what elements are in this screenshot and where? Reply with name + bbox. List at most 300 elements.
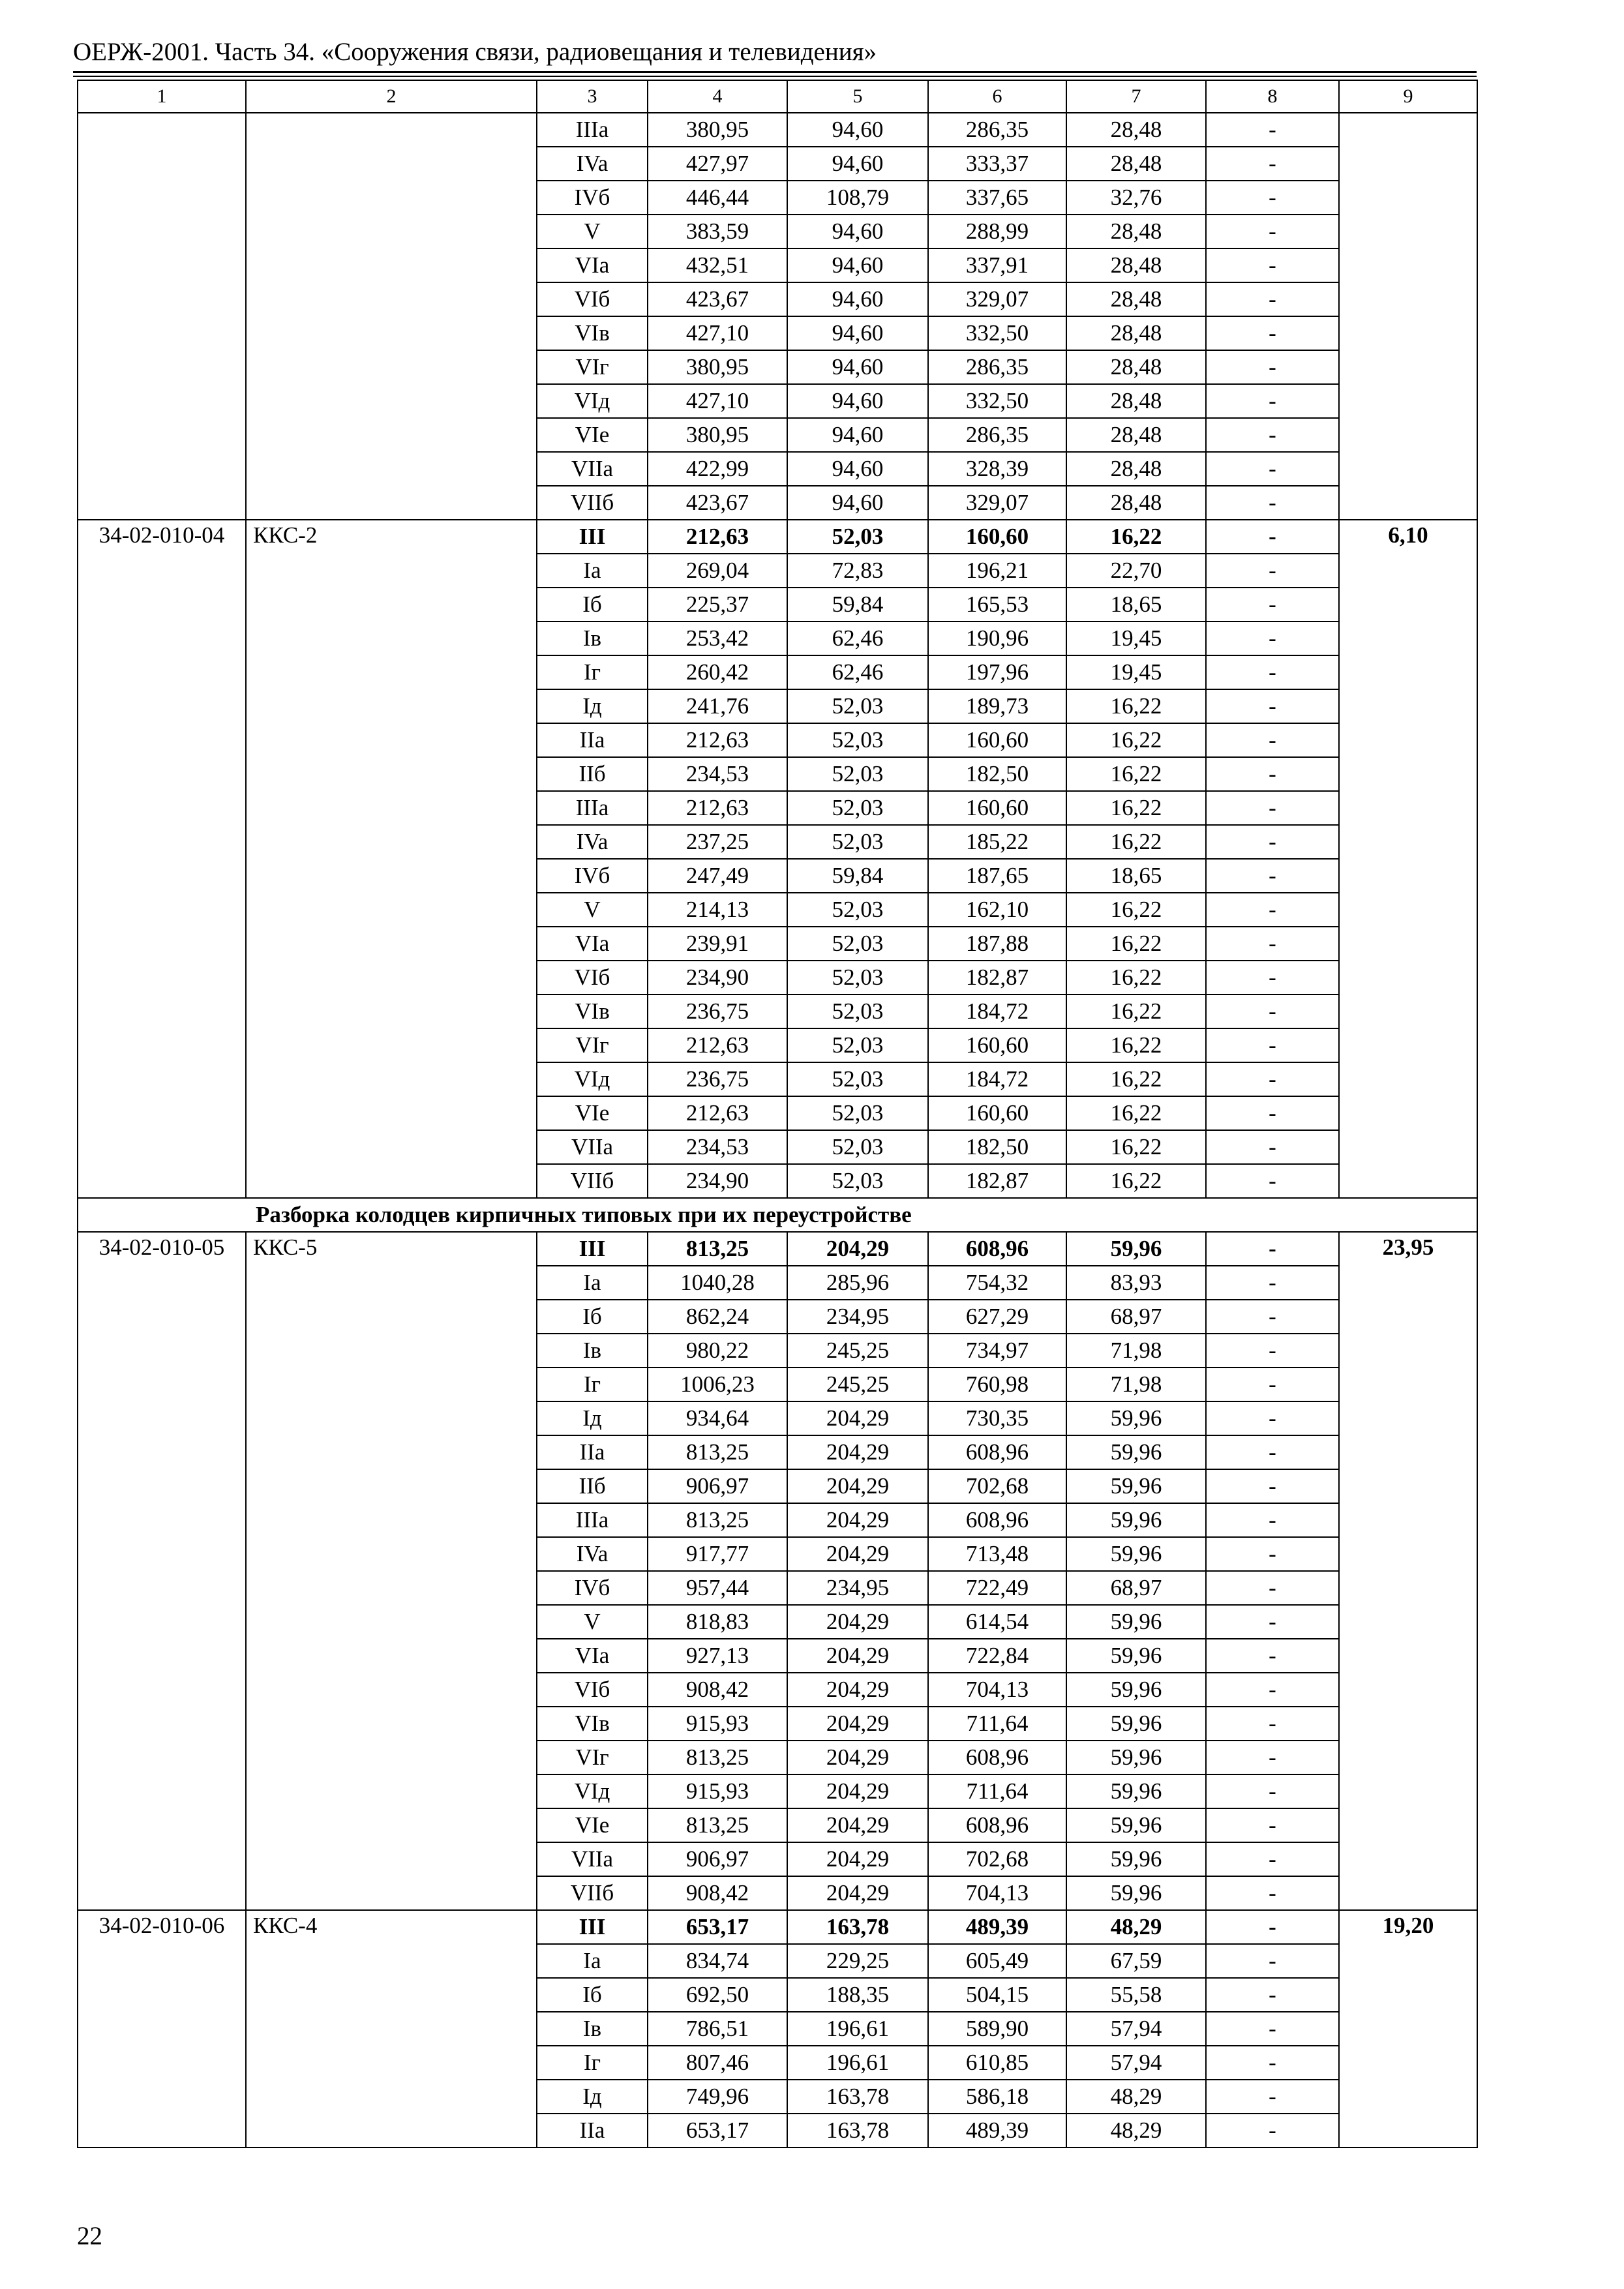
direct-cost-cell: 432,51 [648,248,787,282]
zone-cell: VIб [537,282,648,316]
machine-cost-cell: 162,10 [928,893,1066,927]
operator-wage-cell: 28,48 [1066,147,1206,181]
operator-wage-cell: 22,70 [1066,554,1206,588]
zone-cell: IIIa [537,113,648,147]
zone-cell: Iб [537,588,648,621]
labor-cost-cell: 62,46 [787,655,928,689]
rate-code-cell: 34-02-010-06 [78,1910,246,2147]
operator-wage-cell: 59,96 [1066,1537,1206,1571]
direct-cost-cell: 225,37 [648,588,787,621]
direct-cost-cell: 237,25 [648,825,787,859]
materials-cell: - [1206,1639,1339,1673]
operator-wage-cell: 16,22 [1066,689,1206,723]
rate-code-cell [78,113,246,520]
operator-wage-cell: 59,96 [1066,1808,1206,1842]
machine-cost-cell: 589,90 [928,2012,1066,2046]
zone-cell: Iд [537,1401,648,1435]
materials-cell: - [1206,893,1339,927]
operator-wage-cell: 48,29 [1066,2080,1206,2114]
materials-cell: - [1206,486,1339,520]
direct-cost-cell: 236,75 [648,995,787,1028]
labor-cost-cell: 52,03 [787,520,928,554]
rates-table [77,80,1478,2148]
direct-cost-cell: 427,10 [648,316,787,350]
labor-cost-cell: 52,03 [787,1028,928,1062]
labor-cost-cell: 94,60 [787,486,928,520]
materials-cell: - [1206,1164,1339,1198]
direct-cost-cell: 692,50 [648,1978,787,2012]
labor-cost-cell: 52,03 [787,757,928,791]
header-rule [73,76,1477,77]
labor-cost-cell: 108,79 [787,181,928,215]
materials-cell: - [1206,350,1339,384]
labor-cost-cell: 52,03 [787,825,928,859]
direct-cost-cell: 234,90 [648,961,787,995]
direct-cost-cell: 906,97 [648,1842,787,1876]
direct-cost-cell: 653,17 [648,2114,787,2147]
direct-cost-cell: 212,63 [648,1028,787,1062]
materials-cell: - [1206,1741,1339,1774]
rate-code-cell: 34-02-010-05 [78,1232,246,1910]
direct-cost-cell: 813,25 [648,1741,787,1774]
zone-cell: Iв [537,2012,648,2046]
materials-cell: - [1206,248,1339,282]
machine-cost-cell: 702,68 [928,1842,1066,1876]
work-name-cell: ККС-2 [246,520,537,1198]
operator-wage-cell: 28,48 [1066,350,1206,384]
operator-wage-cell: 59,96 [1066,1605,1206,1639]
labor-cost-cell: 94,60 [787,248,928,282]
machine-cost-cell: 608,96 [928,1232,1066,1266]
operator-wage-cell: 59,96 [1066,1503,1206,1537]
direct-cost-cell: 236,75 [648,1062,787,1096]
zone-cell: Ia [537,1944,648,1978]
labor-cost-cell: 204,29 [787,1605,928,1639]
zone-cell: VIIa [537,1130,648,1164]
work-name-cell: ККС-4 [246,1910,537,2147]
operator-wage-cell: 16,22 [1066,1062,1206,1096]
operator-wage-cell: 18,65 [1066,859,1206,893]
zone-cell: Iв [537,1334,648,1368]
operator-wage-cell: 59,96 [1066,1741,1206,1774]
operator-wage-cell: 83,93 [1066,1266,1206,1300]
materials-cell: - [1206,1435,1339,1469]
machine-cost-cell: 608,96 [928,1503,1066,1537]
labor-cost-cell: 285,96 [787,1266,928,1300]
labor-cost-cell: 59,84 [787,588,928,621]
direct-cost-cell: 380,95 [648,350,787,384]
direct-cost-cell: 927,13 [648,1639,787,1673]
materials-cell: - [1206,1503,1339,1537]
operator-wage-cell: 28,48 [1066,282,1206,316]
zone-cell: IVб [537,181,648,215]
labor-cost-cell: 204,29 [787,1741,928,1774]
materials-cell: - [1206,723,1339,757]
direct-cost-cell: 915,93 [648,1774,787,1808]
zone-cell: III [537,520,648,554]
direct-cost-cell: 818,83 [648,1605,787,1639]
labor-cost-cell: 204,29 [787,1707,928,1741]
operator-wage-cell: 67,59 [1066,1944,1206,1978]
rate-code-cell: 34-02-010-04 [78,520,246,1198]
machine-cost-cell: 586,18 [928,2080,1066,2114]
direct-cost-cell: 212,63 [648,791,787,825]
zone-cell: III [537,1910,648,1944]
operator-wage-cell: 28,48 [1066,316,1206,350]
materials-cell: - [1206,655,1339,689]
labor-cost-cell: 94,60 [787,316,928,350]
operator-wage-cell: 48,29 [1066,1910,1206,1944]
labor-cost-cell: 204,29 [787,1232,928,1266]
labor-cost-cell: 204,29 [787,1639,928,1673]
labor-cost-cell: 52,03 [787,1164,928,1198]
machine-cost-cell: 332,50 [928,316,1066,350]
zone-cell: III [537,1232,648,1266]
operator-wage-cell: 28,48 [1066,486,1206,520]
labor-cost-cell: 245,25 [787,1334,928,1368]
machine-cost-cell: 713,48 [928,1537,1066,1571]
labor-cost-cell: 204,29 [787,1537,928,1571]
operator-wage-cell: 59,96 [1066,1673,1206,1707]
zone-cell: VIг [537,1028,648,1062]
machine-cost-cell: 329,07 [928,486,1066,520]
materials-cell: - [1206,554,1339,588]
section-title: Разборка колодцев кирпичных типовых при их переустройстве [78,1198,1477,1232]
materials-cell: - [1206,1876,1339,1910]
direct-cost-cell: 234,53 [648,757,787,791]
zone-cell: VIe [537,1808,648,1842]
machine-cost-cell: 608,96 [928,1435,1066,1469]
zone-cell: IVa [537,1537,648,1571]
materials-cell: - [1206,1978,1339,2012]
direct-cost-cell: 423,67 [648,282,787,316]
machine-cost-cell: 702,68 [928,1469,1066,1503]
work-name-cell [246,113,537,520]
zone-cell: Iд [537,689,648,723]
direct-cost-cell: 813,25 [648,1435,787,1469]
zone-cell: Iг [537,2046,648,2080]
labor-cost-cell: 204,29 [787,1673,928,1707]
zone-cell: V [537,215,648,248]
zone-cell: VIг [537,1741,648,1774]
operator-wage-cell: 59,96 [1066,1639,1206,1673]
direct-cost-cell: 834,74 [648,1944,787,1978]
operator-wage-cell: 57,94 [1066,2046,1206,2080]
zone-cell: V [537,1605,648,1639]
materials-cell: - [1206,1096,1339,1130]
labor-cost-cell: 52,03 [787,893,928,927]
machine-cost-cell: 286,35 [928,418,1066,452]
direct-cost-cell: 807,46 [648,2046,787,2080]
zone-cell: VIб [537,961,648,995]
labor-cost-cell: 52,03 [787,689,928,723]
machine-cost-cell: 160,60 [928,723,1066,757]
machine-cost-cell: 627,29 [928,1300,1066,1334]
page-header-title: ОЕРЖ-2001. Часть 34. «Сооружения связи, радиовещания и телевидения» [73,38,877,66]
materials-cell: - [1206,927,1339,961]
labor-cost-cell: 204,29 [787,1401,928,1435]
labor-cost-cell: 94,60 [787,113,928,147]
labor-cost-cell: 204,29 [787,1435,928,1469]
machine-cost-cell: 182,50 [928,757,1066,791]
labor-cost-cell: 188,35 [787,1978,928,2012]
operator-wage-cell: 16,22 [1066,893,1206,927]
direct-cost-cell: 906,97 [648,1469,787,1503]
operator-wage-cell: 28,48 [1066,384,1206,418]
operator-wage-cell: 57,94 [1066,2012,1206,2046]
labor-cost-cell: 234,95 [787,1571,928,1605]
machine-cost-cell: 184,72 [928,995,1066,1028]
materials-cell: - [1206,1605,1339,1639]
labor-cost-cell: 94,60 [787,350,928,384]
operator-wage-cell: 59,96 [1066,1842,1206,1876]
labor-cost-cell: 245,25 [787,1368,928,1401]
operator-wage-cell: 68,97 [1066,1571,1206,1605]
zone-cell: VIe [537,1096,648,1130]
materials-cell: - [1206,452,1339,486]
labor-cost-cell: 52,03 [787,723,928,757]
zone-cell: Ia [537,554,648,588]
materials-cell: - [1206,1707,1339,1741]
zone-cell: IVб [537,1571,648,1605]
direct-cost-cell: 653,17 [648,1910,787,1944]
column-number: 6 [928,80,1066,113]
labor-hours-cell: 6,10 [1339,520,1477,1198]
machine-cost-cell: 704,13 [928,1876,1066,1910]
direct-cost-cell: 212,63 [648,1096,787,1130]
labor-cost-cell: 204,29 [787,1774,928,1808]
labor-cost-cell: 196,61 [787,2012,928,2046]
column-number: 7 [1066,80,1206,113]
zone-cell: IVa [537,825,648,859]
operator-wage-cell: 16,22 [1066,791,1206,825]
machine-cost-cell: 160,60 [928,1096,1066,1130]
labor-cost-cell: 94,60 [787,384,928,418]
zone-cell: VIIa [537,1842,648,1876]
machine-cost-cell: 190,96 [928,621,1066,655]
operator-wage-cell: 16,22 [1066,520,1206,554]
materials-cell: - [1206,1401,1339,1435]
operator-wage-cell: 16,22 [1066,927,1206,961]
direct-cost-cell: 383,59 [648,215,787,248]
machine-cost-cell: 332,50 [928,384,1066,418]
machine-cost-cell: 196,21 [928,554,1066,588]
direct-cost-cell: 239,91 [648,927,787,961]
zone-cell: IIб [537,757,648,791]
materials-cell: - [1206,1673,1339,1707]
labor-cost-cell: 204,29 [787,1808,928,1842]
operator-wage-cell: 28,48 [1066,215,1206,248]
column-number: 8 [1206,80,1339,113]
direct-cost-cell: 446,44 [648,181,787,215]
operator-wage-cell: 16,22 [1066,961,1206,995]
materials-cell: - [1206,859,1339,893]
materials-cell: - [1206,113,1339,147]
zone-cell: IIa [537,1435,648,1469]
materials-cell: - [1206,1334,1339,1368]
column-number: 5 [787,80,928,113]
operator-wage-cell: 16,22 [1066,723,1206,757]
machine-cost-cell: 185,22 [928,825,1066,859]
materials-cell: - [1206,1537,1339,1571]
zone-cell: VIд [537,1062,648,1096]
section-heading-row [78,1198,1477,1232]
zone-cell: IVб [537,859,648,893]
machine-cost-cell: 337,91 [928,248,1066,282]
materials-cell: - [1206,1944,1339,1978]
direct-cost-cell: 917,77 [648,1537,787,1571]
operator-wage-cell: 16,22 [1066,1096,1206,1130]
header-rule [73,71,1477,73]
labor-cost-cell: 204,29 [787,1842,928,1876]
materials-cell: - [1206,1300,1339,1334]
labor-cost-cell: 94,60 [787,418,928,452]
rates-table-body [78,80,1477,2147]
labor-cost-cell: 52,03 [787,961,928,995]
materials-cell: - [1206,2012,1339,2046]
direct-cost-cell: 234,90 [648,1164,787,1198]
zone-cell: IIa [537,2114,648,2147]
materials-cell: - [1206,215,1339,248]
direct-cost-cell: 241,76 [648,689,787,723]
zone-cell: VIIб [537,1876,648,1910]
labor-cost-cell: 163,78 [787,2114,928,2147]
machine-cost-cell: 614,54 [928,1605,1066,1639]
operator-wage-cell: 28,48 [1066,418,1206,452]
operator-wage-cell: 59,96 [1066,1707,1206,1741]
machine-cost-cell: 197,96 [928,655,1066,689]
machine-cost-cell: 711,64 [928,1707,1066,1741]
zone-cell: V [537,893,648,927]
labor-cost-cell: 94,60 [787,452,928,486]
zone-cell: IIб [537,1469,648,1503]
labor-cost-cell: 163,78 [787,2080,928,2114]
work-name-cell: ККС-5 [246,1232,537,1910]
materials-cell: - [1206,1130,1339,1164]
table-row [78,520,1477,554]
machine-cost-cell: 160,60 [928,520,1066,554]
direct-cost-cell: 908,42 [648,1876,787,1910]
direct-cost-cell: 1040,28 [648,1266,787,1300]
materials-cell: - [1206,418,1339,452]
direct-cost-cell: 980,22 [648,1334,787,1368]
zone-cell: VIд [537,1774,648,1808]
machine-cost-cell: 722,49 [928,1571,1066,1605]
labor-cost-cell: 59,84 [787,859,928,893]
materials-cell: - [1206,1842,1339,1876]
machine-cost-cell: 610,85 [928,2046,1066,2080]
materials-cell: - [1206,1910,1339,1944]
operator-wage-cell: 59,96 [1066,1435,1206,1469]
table-row [78,1232,1477,1266]
direct-cost-cell: 813,25 [648,1808,787,1842]
operator-wage-cell: 16,22 [1066,1130,1206,1164]
zone-cell: VIв [537,1707,648,1741]
zone-cell: VIa [537,1639,648,1673]
zone-cell: IIa [537,723,648,757]
operator-wage-cell: 59,96 [1066,1232,1206,1266]
operator-wage-cell: 28,48 [1066,452,1206,486]
materials-cell: - [1206,1266,1339,1300]
operator-wage-cell: 19,45 [1066,655,1206,689]
zone-cell: VIб [537,1673,648,1707]
machine-cost-cell: 165,53 [928,588,1066,621]
materials-cell: - [1206,282,1339,316]
zone-cell: Iг [537,1368,648,1401]
labor-cost-cell: 204,29 [787,1876,928,1910]
zone-cell: Iд [537,2080,648,2114]
machine-cost-cell: 187,88 [928,927,1066,961]
machine-cost-cell: 182,50 [928,1130,1066,1164]
operator-wage-cell: 48,29 [1066,2114,1206,2147]
machine-cost-cell: 189,73 [928,689,1066,723]
direct-cost-cell: 813,25 [648,1232,787,1266]
materials-cell: - [1206,961,1339,995]
materials-cell: - [1206,1469,1339,1503]
zone-cell: IIIa [537,1503,648,1537]
zone-cell: Ia [537,1266,648,1300]
labor-cost-cell: 52,03 [787,1096,928,1130]
materials-cell: - [1206,520,1339,554]
machine-cost-cell: 182,87 [928,961,1066,995]
zone-cell: VIIa [537,452,648,486]
direct-cost-cell: 247,49 [648,859,787,893]
zone-cell: Iг [537,655,648,689]
page-number: 22 [77,2222,102,2250]
labor-cost-cell: 52,03 [787,1130,928,1164]
labor-cost-cell: 94,60 [787,215,928,248]
machine-cost-cell: 489,39 [928,1910,1066,1944]
labor-cost-cell: 72,83 [787,554,928,588]
operator-wage-cell: 59,96 [1066,1401,1206,1435]
labor-hours-cell: 19,20 [1339,1910,1477,2147]
operator-wage-cell: 55,58 [1066,1978,1206,2012]
direct-cost-cell: 253,42 [648,621,787,655]
machine-cost-cell: 760,98 [928,1368,1066,1401]
materials-cell: - [1206,825,1339,859]
machine-cost-cell: 722,84 [928,1639,1066,1673]
machine-cost-cell: 329,07 [928,282,1066,316]
zone-cell: VIв [537,995,648,1028]
direct-cost-cell: 786,51 [648,2012,787,2046]
direct-cost-cell: 427,97 [648,147,787,181]
operator-wage-cell: 59,96 [1066,1774,1206,1808]
column-number: 4 [648,80,787,113]
materials-cell: - [1206,2046,1339,2080]
machine-cost-cell: 286,35 [928,350,1066,384]
operator-wage-cell: 16,22 [1066,1164,1206,1198]
operator-wage-cell: 71,98 [1066,1334,1206,1368]
machine-cost-cell: 328,39 [928,452,1066,486]
zone-cell: VIв [537,316,648,350]
machine-cost-cell: 182,87 [928,1164,1066,1198]
labor-cost-cell: 204,29 [787,1469,928,1503]
direct-cost-cell: 269,04 [648,554,787,588]
zone-cell: VIa [537,927,648,961]
materials-cell: - [1206,1774,1339,1808]
operator-wage-cell: 16,22 [1066,757,1206,791]
machine-cost-cell: 286,35 [928,113,1066,147]
direct-cost-cell: 957,44 [648,1571,787,1605]
labor-cost-cell: 163,78 [787,1910,928,1944]
direct-cost-cell: 380,95 [648,418,787,452]
zone-cell: VIд [537,384,648,418]
materials-cell: - [1206,2114,1339,2147]
machine-cost-cell: 711,64 [928,1774,1066,1808]
direct-cost-cell: 212,63 [648,723,787,757]
materials-cell: - [1206,181,1339,215]
materials-cell: - [1206,621,1339,655]
